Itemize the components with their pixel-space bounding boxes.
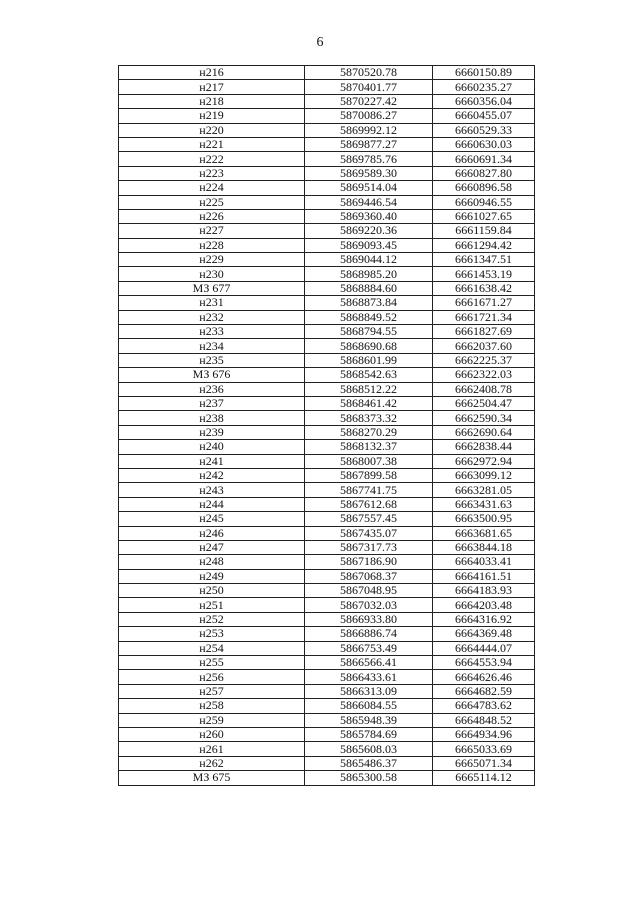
x-coordinate-cell: 5870401.77 [305,80,433,94]
x-coordinate-cell: 5868542.63 [305,368,433,382]
table-row [119,656,535,670]
x-coordinate-cell: 5868461.42 [305,396,433,410]
x-coordinate-cell: 5867557.45 [305,512,433,526]
table-row [119,339,535,353]
table-row [119,641,535,655]
y-coordinate-cell: 6662322.03 [433,368,535,382]
point-id-cell: н227 [119,224,305,238]
y-coordinate-cell: 6664682.59 [433,684,535,698]
table-row [119,713,535,727]
point-id-cell: н246 [119,526,305,540]
point-id-cell: н229 [119,253,305,267]
table-row [119,526,535,540]
x-coordinate-cell: 5869514.04 [305,181,433,195]
table-row [119,497,535,511]
y-coordinate-cell: 6664444.07 [433,641,535,655]
page-number: 6 [316,35,324,50]
table-row [119,483,535,497]
x-coordinate-cell: 5869785.76 [305,152,433,166]
y-coordinate-cell: 6660630.03 [433,137,535,151]
x-coordinate-cell: 5869446.54 [305,195,433,209]
table-row [119,296,535,310]
x-coordinate-cell: 5868601.99 [305,353,433,367]
point-id-cell: н224 [119,181,305,195]
y-coordinate-cell: 6663681.65 [433,526,535,540]
table-row [119,425,535,439]
x-coordinate-cell: 5867612.68 [305,497,433,511]
point-id-cell: н250 [119,584,305,598]
point-id-cell: н247 [119,540,305,554]
x-coordinate-cell: 5867435.07 [305,526,433,540]
x-coordinate-cell: 5865948.39 [305,713,433,727]
x-coordinate-cell: 5866886.74 [305,627,433,641]
table-row [119,382,535,396]
point-id-cell: н237 [119,396,305,410]
y-coordinate-cell: 6660356.04 [433,94,535,108]
x-coordinate-cell: 5868270.29 [305,425,433,439]
point-id-cell: н251 [119,598,305,612]
point-id-cell: МЗ 675 [119,771,305,785]
point-id-cell: н245 [119,512,305,526]
x-coordinate-cell: 5868849.52 [305,310,433,324]
table-row [119,253,535,267]
point-id-cell: н261 [119,742,305,756]
table-row [119,411,535,425]
table-row [119,670,535,684]
x-coordinate-cell: 5868132.37 [305,440,433,454]
x-coordinate-cell: 5868690.68 [305,339,433,353]
point-id-cell: н244 [119,497,305,511]
point-id-cell: МЗ 676 [119,368,305,382]
y-coordinate-cell: 6660691.34 [433,152,535,166]
y-coordinate-cell: 6662972.94 [433,454,535,468]
x-coordinate-cell: 5868794.55 [305,325,433,339]
y-coordinate-cell: 6662504.47 [433,396,535,410]
x-coordinate-cell: 5869360.40 [305,209,433,223]
table-row [119,353,535,367]
point-id-cell: н236 [119,382,305,396]
y-coordinate-cell: 6661671.27 [433,296,535,310]
y-coordinate-cell: 6664183.93 [433,584,535,598]
table-row [119,512,535,526]
point-id-cell: н216 [119,66,305,80]
y-coordinate-cell: 6662037.60 [433,339,535,353]
x-coordinate-cell: 5866433.61 [305,670,433,684]
x-coordinate-cell: 5868873.84 [305,296,433,310]
point-id-cell: н221 [119,137,305,151]
point-id-cell: н243 [119,483,305,497]
table-row [119,742,535,756]
x-coordinate-cell: 5866313.09 [305,684,433,698]
point-id-cell: н218 [119,94,305,108]
x-coordinate-cell: 5868884.60 [305,281,433,295]
y-coordinate-cell: 6661453.19 [433,267,535,281]
point-id-cell: н223 [119,166,305,180]
x-coordinate-cell: 5865300.58 [305,771,433,785]
table-row [119,699,535,713]
y-coordinate-cell: 6660896.58 [433,181,535,195]
point-id-cell: н241 [119,454,305,468]
y-coordinate-cell: 6660235.27 [433,80,535,94]
point-id-cell: н220 [119,123,305,137]
table-row [119,396,535,410]
table-row [119,195,535,209]
table-row [119,310,535,324]
table-row [119,181,535,195]
y-coordinate-cell: 6663500.95 [433,512,535,526]
table-row [119,756,535,770]
table-row [119,569,535,583]
y-coordinate-cell: 6664934.96 [433,727,535,741]
table-row [119,209,535,223]
point-id-cell: н234 [119,339,305,353]
table-row [119,66,535,80]
point-id-cell: н219 [119,109,305,123]
table-row [119,771,535,785]
x-coordinate-cell: 5869992.12 [305,123,433,137]
table-row [119,123,535,137]
x-coordinate-cell: 5867317.73 [305,540,433,554]
y-coordinate-cell: 6661721.34 [433,310,535,324]
point-id-cell: н242 [119,468,305,482]
y-coordinate-cell: 6664161.51 [433,569,535,583]
y-coordinate-cell: 6660150.89 [433,66,535,80]
table-row [119,238,535,252]
table-row [119,727,535,741]
y-coordinate-cell: 6664626.46 [433,670,535,684]
x-coordinate-cell: 5869220.36 [305,224,433,238]
x-coordinate-cell: 5868985.20 [305,267,433,281]
point-id-cell: н217 [119,80,305,94]
y-coordinate-cell: 6661159.84 [433,224,535,238]
y-coordinate-cell: 6664848.52 [433,713,535,727]
point-id-cell: н232 [119,310,305,324]
x-coordinate-cell: 5870086.27 [305,109,433,123]
table-row [119,584,535,598]
table-row [119,555,535,569]
table-row [119,267,535,281]
y-coordinate-cell: 6664316.92 [433,612,535,626]
table-row [119,440,535,454]
y-coordinate-cell: 6661294.42 [433,238,535,252]
table-row [119,598,535,612]
point-id-cell: н259 [119,713,305,727]
x-coordinate-cell: 5869589.30 [305,166,433,180]
y-coordinate-cell: 6661027.65 [433,209,535,223]
table-row [119,281,535,295]
point-id-cell: н239 [119,425,305,439]
x-coordinate-cell: 5870520.78 [305,66,433,80]
y-coordinate-cell: 6664369.48 [433,627,535,641]
y-coordinate-cell: 6660455.07 [433,109,535,123]
point-id-cell: н257 [119,684,305,698]
table-row [119,137,535,151]
table-row [119,540,535,554]
point-id-cell: н253 [119,627,305,641]
x-coordinate-cell: 5867899.58 [305,468,433,482]
y-coordinate-cell: 6660529.33 [433,123,535,137]
point-id-cell: н226 [119,209,305,223]
x-coordinate-cell: 5866084.55 [305,699,433,713]
point-id-cell: н238 [119,411,305,425]
y-coordinate-cell: 6665114.12 [433,771,535,785]
y-coordinate-cell: 6661347.51 [433,253,535,267]
x-coordinate-cell: 5866753.49 [305,641,433,655]
x-coordinate-cell: 5868373.32 [305,411,433,425]
x-coordinate-cell: 5870227.42 [305,94,433,108]
point-id-cell: н260 [119,727,305,741]
point-id-cell: н255 [119,656,305,670]
y-coordinate-cell: 6664783.62 [433,699,535,713]
y-coordinate-cell: 6665033.69 [433,742,535,756]
point-id-cell: н258 [119,699,305,713]
y-coordinate-cell: 6662225.37 [433,353,535,367]
y-coordinate-cell: 6662408.78 [433,382,535,396]
point-id-cell: н240 [119,440,305,454]
table-row [119,684,535,698]
x-coordinate-cell: 5868007.38 [305,454,433,468]
point-id-cell: н222 [119,152,305,166]
x-coordinate-cell: 5867032.03 [305,598,433,612]
y-coordinate-cell: 6661638.42 [433,281,535,295]
table-row [119,612,535,626]
y-coordinate-cell: 6662838.44 [433,440,535,454]
table-row [119,80,535,94]
y-coordinate-cell: 6663431.63 [433,497,535,511]
x-coordinate-cell: 5869877.27 [305,137,433,151]
y-coordinate-cell: 6664033.41 [433,555,535,569]
y-coordinate-cell: 6660946.55 [433,195,535,209]
point-id-cell: н262 [119,756,305,770]
y-coordinate-cell: 6664203.48 [433,598,535,612]
point-id-cell: н228 [119,238,305,252]
point-id-cell: н231 [119,296,305,310]
table-row [119,468,535,482]
table-row [119,109,535,123]
y-coordinate-cell: 6661827.69 [433,325,535,339]
y-coordinate-cell: 6662690.64 [433,425,535,439]
x-coordinate-cell: 5867068.37 [305,569,433,583]
x-coordinate-cell: 5869044.12 [305,253,433,267]
table-row [119,224,535,238]
point-id-cell: н233 [119,325,305,339]
x-coordinate-cell: 5866566.41 [305,656,433,670]
point-id-cell: н252 [119,612,305,626]
table-row [119,325,535,339]
y-coordinate-cell: 6664553.94 [433,656,535,670]
y-coordinate-cell: 6662590.34 [433,411,535,425]
x-coordinate-cell: 5867741.75 [305,483,433,497]
point-id-cell: МЗ 677 [119,281,305,295]
table-row [119,152,535,166]
coordinates-table [118,65,535,786]
x-coordinate-cell: 5865608.03 [305,742,433,756]
x-coordinate-cell: 5865784.69 [305,727,433,741]
x-coordinate-cell: 5869093.45 [305,238,433,252]
point-id-cell: н225 [119,195,305,209]
y-coordinate-cell: 6663281.05 [433,483,535,497]
x-coordinate-cell: 5868512.22 [305,382,433,396]
table-row [119,166,535,180]
y-coordinate-cell: 6663844.18 [433,540,535,554]
point-id-cell: н248 [119,555,305,569]
point-id-cell: н254 [119,641,305,655]
x-coordinate-cell: 5865486.37 [305,756,433,770]
coordinates-table-body [119,66,535,786]
table-row [119,454,535,468]
x-coordinate-cell: 5867186.90 [305,555,433,569]
y-coordinate-cell: 6660827.80 [433,166,535,180]
y-coordinate-cell: 6665071.34 [433,756,535,770]
table-row [119,368,535,382]
y-coordinate-cell: 6663099.12 [433,468,535,482]
table-row [119,94,535,108]
point-id-cell: н235 [119,353,305,367]
x-coordinate-cell: 5867048.95 [305,584,433,598]
point-id-cell: н256 [119,670,305,684]
point-id-cell: н230 [119,267,305,281]
table-row [119,627,535,641]
x-coordinate-cell: 5866933.80 [305,612,433,626]
point-id-cell: н249 [119,569,305,583]
